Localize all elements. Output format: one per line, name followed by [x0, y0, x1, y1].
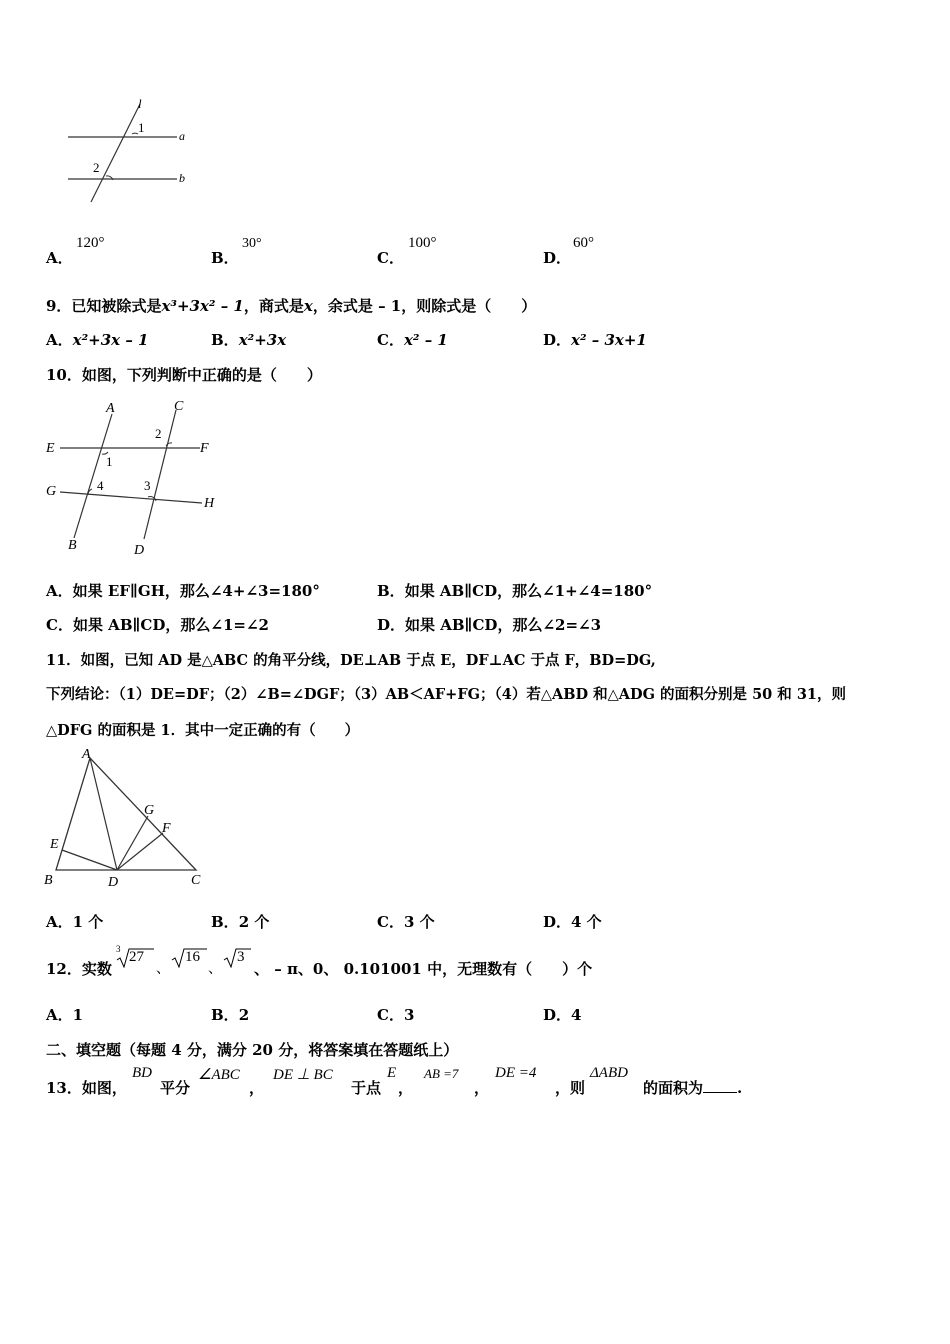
q11-option-a[interactable]	[46, 911, 103, 932]
q9-option-d[interactable]	[543, 329, 647, 350]
option-value: 2	[238, 1006, 250, 1024]
q10-option-a[interactable]	[46, 580, 320, 601]
option-value: x²+3x – 1	[72, 331, 149, 349]
label-E: E	[46, 441, 55, 456]
q12-option-b[interactable]	[211, 1004, 249, 1025]
q12-sep2: 、	[208, 961, 222, 977]
q9-prefix: 9．已知被除式是	[46, 297, 162, 315]
sqrt-radicand: 3	[237, 949, 245, 965]
q13-angle-abc: ∠ABC	[198, 1067, 240, 1083]
label-G: G	[144, 803, 155, 818]
q11-option-c[interactable]	[377, 911, 435, 932]
q11-figure	[40, 744, 220, 892]
label-A: A	[82, 747, 91, 762]
option-letter: A．	[46, 331, 73, 349]
q12-rest: 、 – π、0、 0.101001 中，无理数有（ ）个	[254, 960, 593, 978]
q13-prefix: 13．如图，	[46, 1079, 127, 1097]
option-letter: B．	[211, 913, 239, 931]
label-H: H	[204, 496, 215, 511]
option-letter: A．	[46, 582, 73, 600]
label-l: l	[138, 98, 142, 111]
label-2: 2	[93, 160, 100, 175]
q9-mid2: ，余式是 – 1，则除式是（ ）	[312, 297, 537, 315]
option-letter: B．	[211, 249, 239, 267]
line-gh	[60, 492, 202, 503]
q8-option-c[interactable]	[377, 247, 404, 268]
option-value: 如果 AB∥CD，那么∠1+∠4=180°	[404, 582, 653, 600]
q12-option-a[interactable]	[46, 1004, 83, 1025]
q11-stem-line3: △DFG 的面积是 1．其中一定正确的有（ ）	[46, 722, 360, 739]
q10-option-d[interactable]	[377, 614, 601, 635]
option-value: 3 个	[403, 913, 435, 931]
label-4: 4	[97, 478, 104, 493]
option-value: 如果 AB∥CD，那么∠1=∠2	[72, 616, 269, 634]
q10-option-c[interactable]	[46, 614, 269, 635]
q8-option-a-value: 120°	[76, 235, 105, 251]
q13-end	[643, 1077, 742, 1098]
q12-sep1: 、	[156, 961, 170, 977]
q13-de-eq: DE =4	[495, 1065, 537, 1081]
option-letter: D．	[543, 913, 572, 931]
cube-root-index: 3	[116, 944, 121, 954]
q9-dividend: x³+3x² – 1	[161, 297, 244, 315]
option-letter: D．	[543, 249, 572, 267]
option-letter: C．	[377, 331, 404, 349]
label-1: 1	[138, 120, 145, 135]
answer-blank[interactable]	[703, 1078, 737, 1093]
q8-option-b-value: 30°	[242, 236, 262, 251]
option-letter: A．	[46, 913, 73, 931]
option-value: x²+3x	[238, 331, 287, 349]
label-E: E	[50, 837, 59, 852]
q13-e: E	[387, 1065, 397, 1081]
option-value: 1	[72, 1006, 84, 1024]
label-D: D	[134, 543, 145, 558]
q13-bd: BD	[132, 1065, 152, 1081]
q9-mid1: ，商式是	[243, 297, 304, 315]
q13-pingfen: 平分	[160, 1079, 191, 1097]
label-a: a	[179, 129, 185, 143]
option-letter: B．	[211, 1006, 239, 1024]
label-G: G	[46, 484, 57, 499]
q12-cube-root	[114, 946, 154, 970]
option-letter: C．	[377, 249, 404, 267]
segment-df	[117, 833, 163, 870]
q10-stem: 10．如图，下列判断中正确的是（ ）	[46, 366, 322, 384]
line-ab	[74, 414, 112, 538]
q10-figure	[42, 396, 232, 560]
q12-option-c[interactable]	[377, 1004, 414, 1025]
option-value: x² – 1	[403, 331, 448, 349]
label-D: D	[108, 875, 119, 890]
q8-option-d[interactable]	[543, 247, 571, 268]
sqrt-radicand: 16	[185, 949, 200, 965]
q8-option-c-value: 100°	[408, 235, 437, 251]
q13-ze: ，则	[555, 1079, 586, 1097]
option-letter: A．	[46, 249, 73, 267]
label-B: B	[44, 873, 53, 888]
q11-stem-line2: 下列结论：（1）DE=DF；（2）∠B=∠DGF；（3）AB＜AF+FG；（4）若△ABD 和△ADG 的面积分别是 50 和 31，则	[46, 686, 847, 703]
option-value: 如果 EF∥GH，那么∠4+∠3=180°	[72, 582, 320, 600]
segment-de	[62, 850, 117, 870]
option-letter: C．	[377, 913, 404, 931]
segment-dg	[117, 816, 148, 870]
option-value: 1 个	[72, 913, 104, 931]
q13-comma2: ，	[398, 1079, 414, 1097]
label-F: F	[200, 441, 209, 456]
q11-option-d[interactable]	[543, 911, 602, 932]
label-b: b	[179, 171, 185, 185]
label-B: B	[68, 538, 77, 553]
option-value: 4 个	[571, 913, 602, 931]
label-1: 1	[106, 454, 113, 469]
q13-period: .	[737, 1079, 743, 1097]
option-letter: B．	[377, 582, 405, 600]
segment-ad	[90, 758, 117, 870]
q10-option-b[interactable]	[377, 580, 652, 601]
option-value: 2 个	[238, 913, 270, 931]
label-F: F	[162, 821, 171, 836]
label-A: A	[106, 401, 115, 416]
q13-ab-eq: AB =7	[424, 1066, 459, 1081]
q13-triangle-abd: ΔABD	[590, 1065, 628, 1081]
q8-option-b[interactable]	[211, 247, 239, 268]
option-value: x² – 3x+1	[571, 331, 647, 349]
q13-comma3: ，	[474, 1079, 490, 1097]
option-letter: D．	[543, 1006, 572, 1024]
option-letter: D．	[543, 331, 572, 349]
q8-option-a[interactable]	[46, 247, 73, 268]
q9-stem	[46, 295, 536, 316]
option-value: 如果 AB∥CD，那么∠2=∠3	[405, 616, 602, 634]
option-letter: D．	[377, 616, 406, 634]
q12-prefix: 12．实数	[46, 960, 112, 978]
q13-yudian: 于点	[351, 1079, 382, 1097]
q9-option-b[interactable]	[211, 329, 286, 350]
q9-option-c[interactable]	[377, 329, 448, 350]
q13-comma1: ，	[249, 1079, 265, 1097]
label-3: 3	[144, 478, 151, 493]
option-letter: C．	[46, 616, 73, 634]
label-C: C	[174, 399, 184, 414]
q12-option-d[interactable]	[543, 1004, 581, 1025]
cube-root-radicand: 27	[129, 949, 144, 965]
label-2: 2	[155, 426, 162, 441]
section-2-title: 二、填空题（每题 4 分，满分 20 分，将答案填在答题纸上）	[46, 1041, 459, 1059]
q12-sqrt-16	[171, 946, 207, 970]
q11-stem-line1: 11．如图，已知 AD 是△ABC 的角平分线，DE⊥AB 于点 E，DF⊥AC 于点 F，BD=DG,	[46, 652, 656, 669]
q13-de-perp-bc: DE ⊥ BC	[273, 1067, 333, 1083]
q8-option-d-value: 60°	[573, 235, 594, 251]
q9-option-a[interactable]	[46, 329, 148, 350]
option-letter: B．	[211, 331, 239, 349]
option-letter: C．	[377, 1006, 404, 1024]
option-value: 3	[403, 1006, 415, 1024]
q11-option-b[interactable]	[211, 911, 269, 932]
line-l	[91, 104, 140, 202]
option-letter: A．	[46, 1006, 73, 1024]
q9-quotient: x	[303, 297, 313, 315]
label-C: C	[191, 873, 201, 888]
option-value: 4	[571, 1006, 582, 1024]
q12-sqrt-3	[223, 946, 251, 970]
q8-figure	[60, 98, 200, 208]
q13-end-text: 的面积为	[643, 1079, 704, 1097]
